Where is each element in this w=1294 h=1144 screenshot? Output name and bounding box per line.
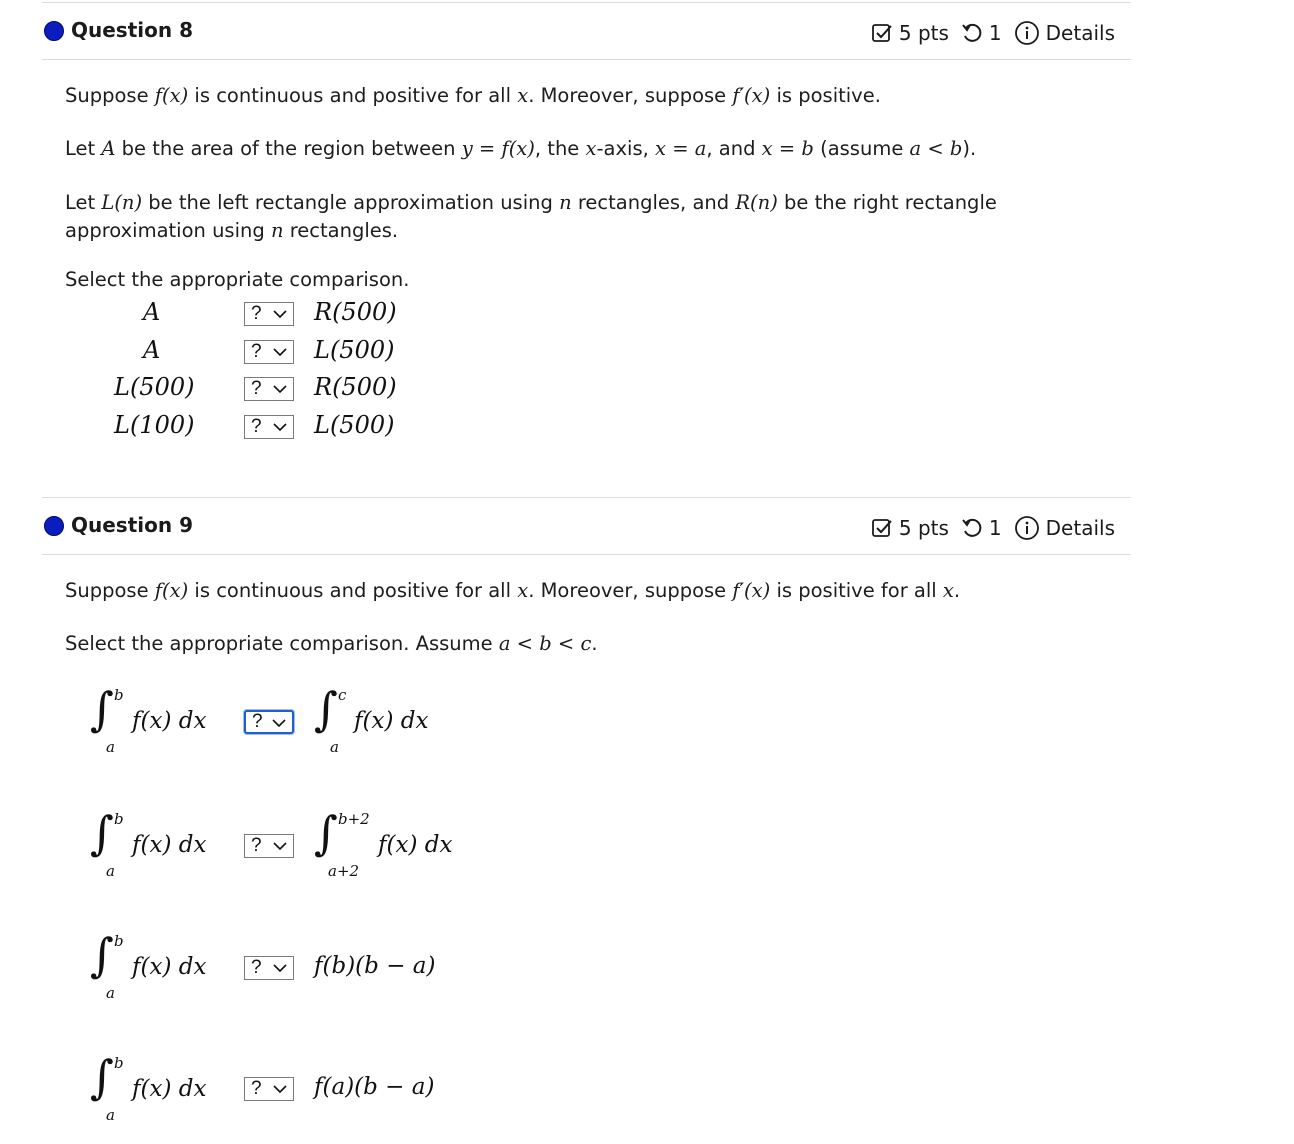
comparison-right: R(500) — [314, 298, 397, 326]
comparison-select[interactable]: ? — [244, 956, 294, 980]
divider — [42, 554, 1131, 555]
question-meta — [871, 515, 1115, 541]
comparison-select[interactable]: ? — [244, 377, 294, 401]
info-icon[interactable] — [1014, 515, 1040, 541]
comparison-select[interactable]: ? — [244, 340, 294, 364]
comparison-right: L(500) — [314, 411, 395, 439]
chevron-down-icon — [273, 383, 287, 395]
comparison-select[interactable]: ? — [244, 302, 294, 326]
integral-left: ∫ b a f(x) dx — [90, 806, 207, 880]
integral-right: ∫ b+2 a+2 f(x) dx — [314, 806, 453, 880]
comparison-select[interactable]: ? — [244, 1077, 294, 1101]
integral-left: ∫ b a f(x) dx — [90, 1050, 207, 1124]
retry-icon — [961, 517, 983, 539]
points-label: 5 pts — [898, 21, 949, 45]
checkbox-icon — [871, 517, 893, 539]
comparison-right: L(500) — [314, 336, 395, 364]
divider — [42, 2, 1131, 3]
chevron-down-icon — [273, 962, 287, 974]
chevron-down-icon — [272, 717, 286, 729]
comparison-right: f(b)(b − a) — [314, 953, 436, 979]
question-text-line: Let A be the area of the region between y = f(x), the x-axis, x = a, and x = b (assume a < b). — [65, 137, 977, 160]
chevron-down-icon — [273, 346, 287, 358]
question-9-header — [42, 505, 1131, 555]
question-text-line: approximation using n rectangles. — [65, 219, 399, 242]
question-title: Question 9 — [71, 513, 193, 537]
retry-icon — [961, 22, 983, 44]
comparison-left: A — [143, 298, 161, 326]
question-text-line: Suppose f(x) is continuous and positive for all x. Moreover, suppose f′(x) is positive. — [65, 84, 881, 107]
details-link[interactable]: Details — [1045, 516, 1115, 540]
integral-left: ∫ b a f(x) dx — [90, 928, 207, 1002]
chevron-down-icon — [273, 421, 287, 433]
checkbox-icon — [871, 22, 893, 44]
question-text-line: Select the appropriate comparison. Assume a < b < c. — [65, 632, 598, 655]
chevron-down-icon — [273, 1083, 287, 1095]
integral-right: ∫ c a f(x) dx — [314, 682, 429, 756]
comparison-left: L(100) — [114, 411, 195, 439]
question-title: Question 8 — [71, 18, 193, 42]
question-8-header — [42, 10, 1131, 60]
status-dot-icon — [44, 21, 64, 41]
status-dot-icon — [44, 516, 64, 536]
comparison-select[interactable]: ? — [244, 710, 294, 734]
points-label: 5 pts — [898, 516, 949, 540]
details-link[interactable]: Details — [1045, 21, 1115, 45]
chevron-down-icon — [273, 308, 287, 320]
divider — [42, 59, 1131, 60]
question-text-line: Suppose f(x) is continuous and positive for all x. Moreover, suppose f′(x) is positive for all x. — [65, 579, 961, 602]
attempts-count: 1 — [988, 516, 1002, 540]
question-meta — [871, 20, 1115, 46]
divider — [42, 497, 1131, 498]
comparison-right: f(a)(b − a) — [314, 1074, 435, 1100]
question-text-line: Let L(n) be the left rectangle approximation using n rectangles, and R(n) be the right rectangle — [65, 191, 997, 214]
comparison-left: L(500) — [114, 373, 195, 401]
info-icon[interactable] — [1014, 20, 1040, 46]
prompt-text: Select the appropriate comparison. — [65, 268, 410, 291]
integral-left: ∫ b a f(x) dx — [90, 682, 207, 756]
comparison-select[interactable]: ? — [244, 834, 294, 858]
chevron-down-icon — [273, 840, 287, 852]
comparison-select[interactable]: ? — [244, 415, 294, 439]
attempts-count: 1 — [988, 21, 1002, 45]
comparison-right: R(500) — [314, 373, 397, 401]
comparison-left: A — [143, 336, 161, 364]
